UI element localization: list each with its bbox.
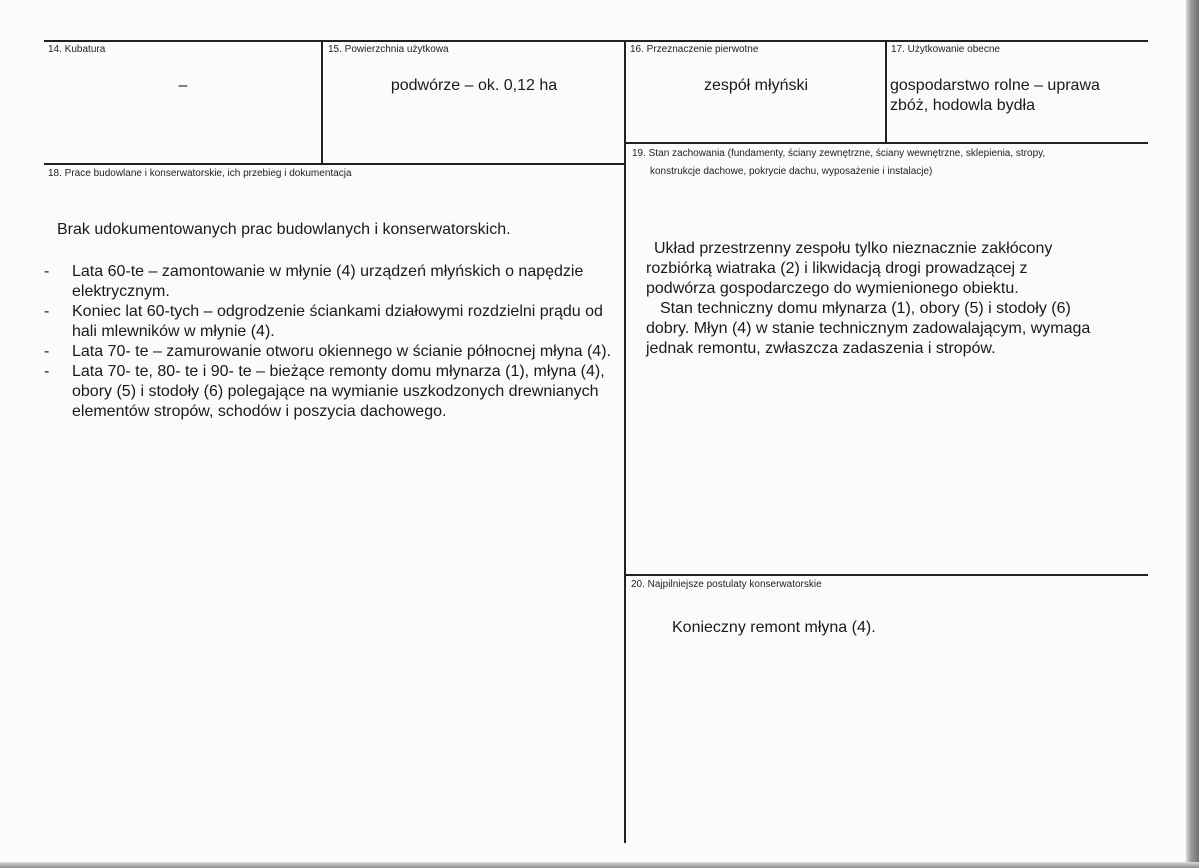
field-15-value: podwórze – ok. 0,12 ha [390, 77, 558, 94]
field-17-value: gospodarstwo rolne – uprawa zbóż, hodowla bydła [890, 77, 1100, 114]
list-dash: - [44, 303, 50, 320]
rule-above-18 [44, 163, 626, 165]
field-15-label: 15. Powierzchnia użytkowa [328, 44, 449, 55]
list-dash: - [44, 363, 50, 380]
top-rule [44, 40, 1148, 42]
field-19-paragraph-1: Układ przestrzenny zespołu tylko nieznacznie zakłócony rozbiórką wiatraka (2) i likwidacją drogi prowadzącej z podwórza gospodarczego do wymienionego obiektu. [646, 240, 1053, 297]
rule-above-19 [624, 142, 1148, 144]
field-19-paragraph-2: Stan techniczny domu młynarza (1), obory (5) i stodoły (6) dobry. Młyn (4) w stanie technicznym zadowalającym, wymaga jednak remontu, zwłaszcza zadaszenia i stropów. [646, 300, 1091, 357]
field-14-label: 14. Kubatura [48, 44, 106, 55]
divider-14-15 [321, 40, 323, 164]
divider-center [624, 40, 626, 843]
list-item-text: Lata 60-te – zamontowanie w młynie (4) urządzeń młyńskich o napędzie elektrycznym. [72, 263, 584, 300]
field-18-list [44, 262, 622, 422]
field-18-intro: Brak udokumentowanych prac budowlanych i konserwatorskich. [57, 221, 511, 238]
rule-above-20 [624, 574, 1148, 576]
list-item-text: Lata 70- te – zamurowanie otworu okiennego w ścianie północnej młyna (4). [72, 343, 611, 360]
list-dash: - [44, 343, 50, 360]
scan-edge-right [1186, 0, 1199, 868]
list-item [44, 362, 622, 422]
field-16-value: zespół młyński [703, 77, 809, 94]
list-item [44, 342, 622, 362]
list-item [44, 262, 622, 302]
field-18-label: 18. Prace budowlane i konserwatorskie, ich przebieg i dokumentacja [48, 168, 352, 179]
list-item-text: Lata 70- te, 80- te i 90- te – bieżące remonty domu młynarza (1), młyna (4), obory (5) i stodoły (6) polegające na wymianie uszkodzonych drewnianych elementów stropów, schodów i poszycia dachowego. [72, 363, 605, 420]
field-17-label: 17. Użytkowanie obecne [891, 44, 1000, 55]
field-20-label: 20. Najpilniejsze postulaty konserwatorskie [631, 579, 822, 590]
field-16-label: 16. Przeznaczenie pierwotne [630, 44, 759, 55]
field-19-label-line1: 19. Stan zachowania (fundamenty, ściany zewnętrzne, ściany wewnętrzne, sklepienia, stropy, [632, 148, 1046, 159]
field-14-value: – [178, 77, 188, 94]
scan-edge-bottom [0, 862, 1199, 868]
list-dash: - [44, 263, 50, 280]
field-20-value: Konieczny remont młyna (4). [672, 619, 876, 636]
list-item-text: Koniec lat 60-tych – odgrodzenie ściankami działowymi rozdzielni prądu od hali mlewników w młynie (4). [72, 303, 603, 340]
list-item [44, 302, 622, 342]
field-19-label-line2: konstrukcje dachowe, pokrycie dachu, wyposażenie i instalacje) [650, 166, 933, 177]
